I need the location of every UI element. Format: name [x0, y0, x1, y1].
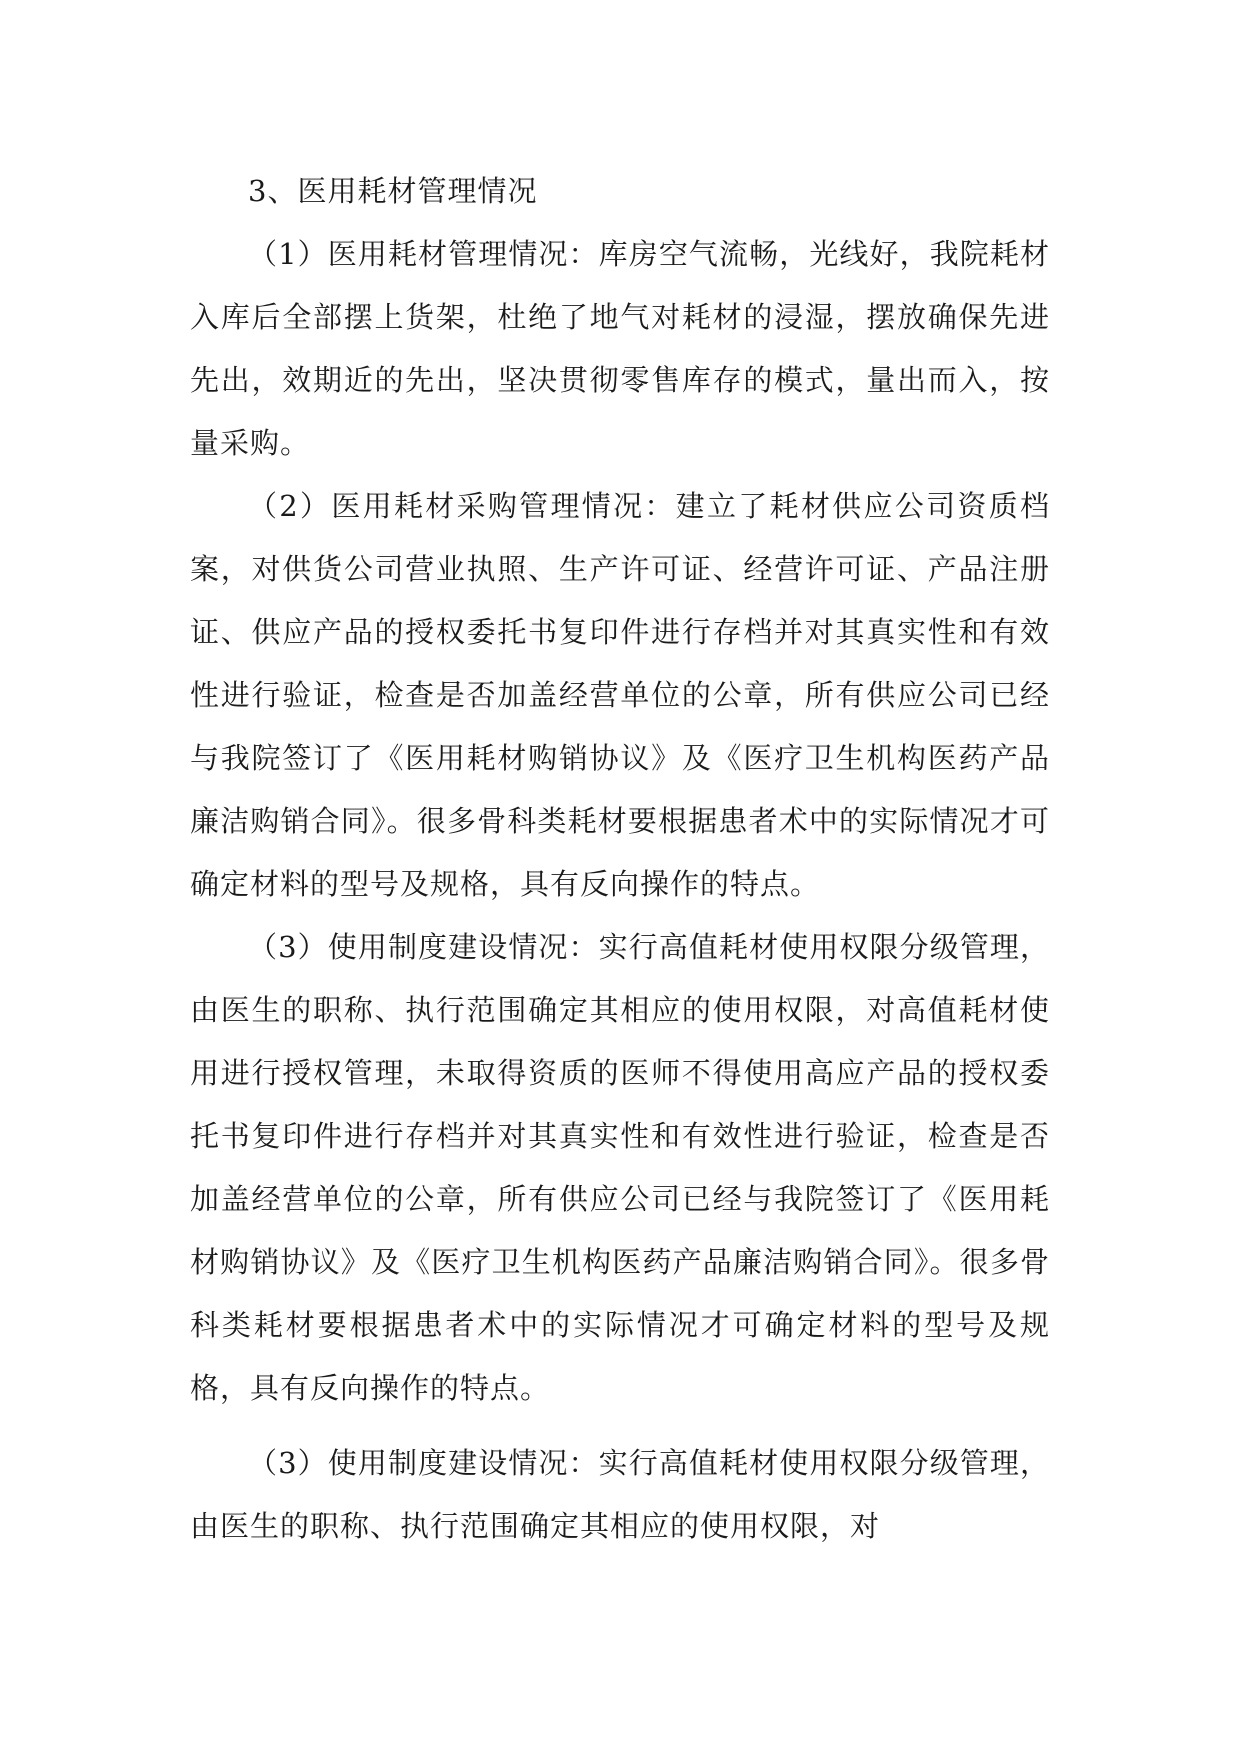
paragraph-procurement-management: （2）医用耗材采购管理情况：建立了耗材供应公司资质档案，对供货公司营业执照、生产许可证、经营许可证、产品注册证、供应产品的授权委托书复印件进行存档并对其真实性和有效性进行验证，检查是否加盖经营单位的公章，所有供应公司已经与我院签订了《医用耗材购销协议》及《医疗卫生机构医药产品廉洁购销合同》。很多骨科类耗材要根据患者术中的实际情况才可确定材料的型号及规格，具有反向操作的特点。	[190, 489, 1050, 901]
paragraph-usage-system: （3）使用制度建设情况：实行高值耗材使用权限分级管理，由医生的职称、执行范围确定其相应的使用权限，对高值耗材使用进行授权管理，未取得资质的医师不得使用高应产品的授权委托书复印件进行存档并对其真实性和有效性进行验证，检查是否加盖经营单位的公章，所有供应公司已经与我院签订了《医用耗材购销协议》及《医疗卫生机构医药产品廉洁购销合同》。很多骨科类耗材要根据患者术中的实际情况才可确定材料的型号及规格，具有反向操作的特点。	[190, 930, 1050, 1405]
section-heading: 3、医用耗材管理情况	[248, 174, 538, 208]
paragraph-usage-system-repeat: （3）使用制度建设情况：实行高值耗材使用权限分级管理，由医生的职称、执行范围确定其相应的使用权限，对	[190, 1446, 1050, 1543]
document-body	[190, 160, 1050, 1558]
paragraph-consumables-management: （1）医用耗材管理情况：库房空气流畅，光线好，我院耗材入库后全部摆上货架，杜绝了地气对耗材的浸湿，摆放确保先进先出，效期近的先出，坚决贯彻零售库存的模式，量出而入，按量采购。	[190, 237, 1050, 460]
